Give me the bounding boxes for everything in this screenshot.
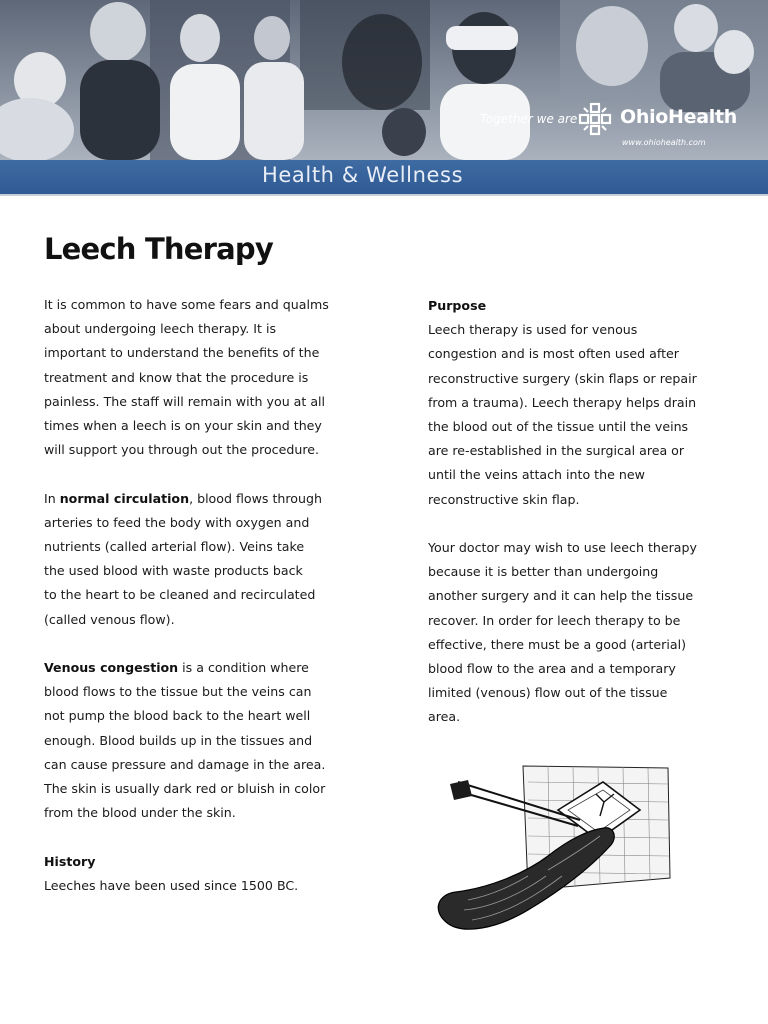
purpose-heading: Purpose [428, 298, 487, 313]
normal-circulation-text: , blood flows through arteries to feed the body with oxygen and nutrients (called arterial flow). Veins take the used blood with waste products back to the heart to be cleaned and recirculated (called venous flow). [44, 490, 322, 627]
normal-circulation-paragraph [44, 487, 354, 632]
document-title: Leech Therapy [44, 232, 273, 266]
normal-prefix: In [44, 490, 60, 506]
brand-name: OhioHealth [620, 106, 737, 128]
history-heading: History [44, 853, 96, 869]
intro-paragraph: It is common to have some fears and qualms about undergoing leech therapy. It is important to understand the benefits of the treatment and know that the procedure is painless. The staff will remain with you at all times when a leech is on your skin and they will support you through out the procedure. [44, 297, 329, 458]
header-banner [0, 0, 768, 196]
purpose-text: Leech therapy is used for venous congestion and is most often used after reconstructive surgery (skin flaps or repair from a trauma). Leech therapy helps drain the blood out of the tissue until the veins are re-established in the surgical area or until the veins attach into the new reconstructive skin flap. [428, 322, 697, 507]
left-column [44, 293, 354, 898]
brand-block [480, 100, 760, 156]
section-strip [0, 160, 768, 194]
venous-congestion-text: is a condition where blood flows to the tissue but the veins can not pump the blood back to the heart well enough. Blood builds up in the tissues and can cause pressure and damage in the area. The skin is usually dark red or bluish in color from the blood under the skin. [44, 660, 326, 821]
venous-congestion-term: Venous congestion [44, 660, 179, 676]
brand-url: www.ohiohealth.com [622, 138, 706, 147]
tagline: Together we are [480, 112, 578, 126]
venous-congestion-paragraph [44, 656, 354, 825]
history-text: Leeches have been used since 1500 BC. [44, 877, 299, 893]
normal-circulation-term: normal circulation [59, 490, 190, 506]
doctor-paragraph: Your doctor may wish to use leech therapy because it is better than undergoing another surgery and it can help the tissue recover. In order for leech therapy to be effective, there must be a good (arterial) blood flow to the area and a temporary limited (venous) flow out of the tissue area. [428, 540, 697, 725]
right-column [428, 294, 728, 730]
leech-illustration-icon [428, 760, 678, 940]
ohiohealth-logo-icon [578, 102, 612, 136]
section-label: Health & Wellness [262, 163, 464, 187]
